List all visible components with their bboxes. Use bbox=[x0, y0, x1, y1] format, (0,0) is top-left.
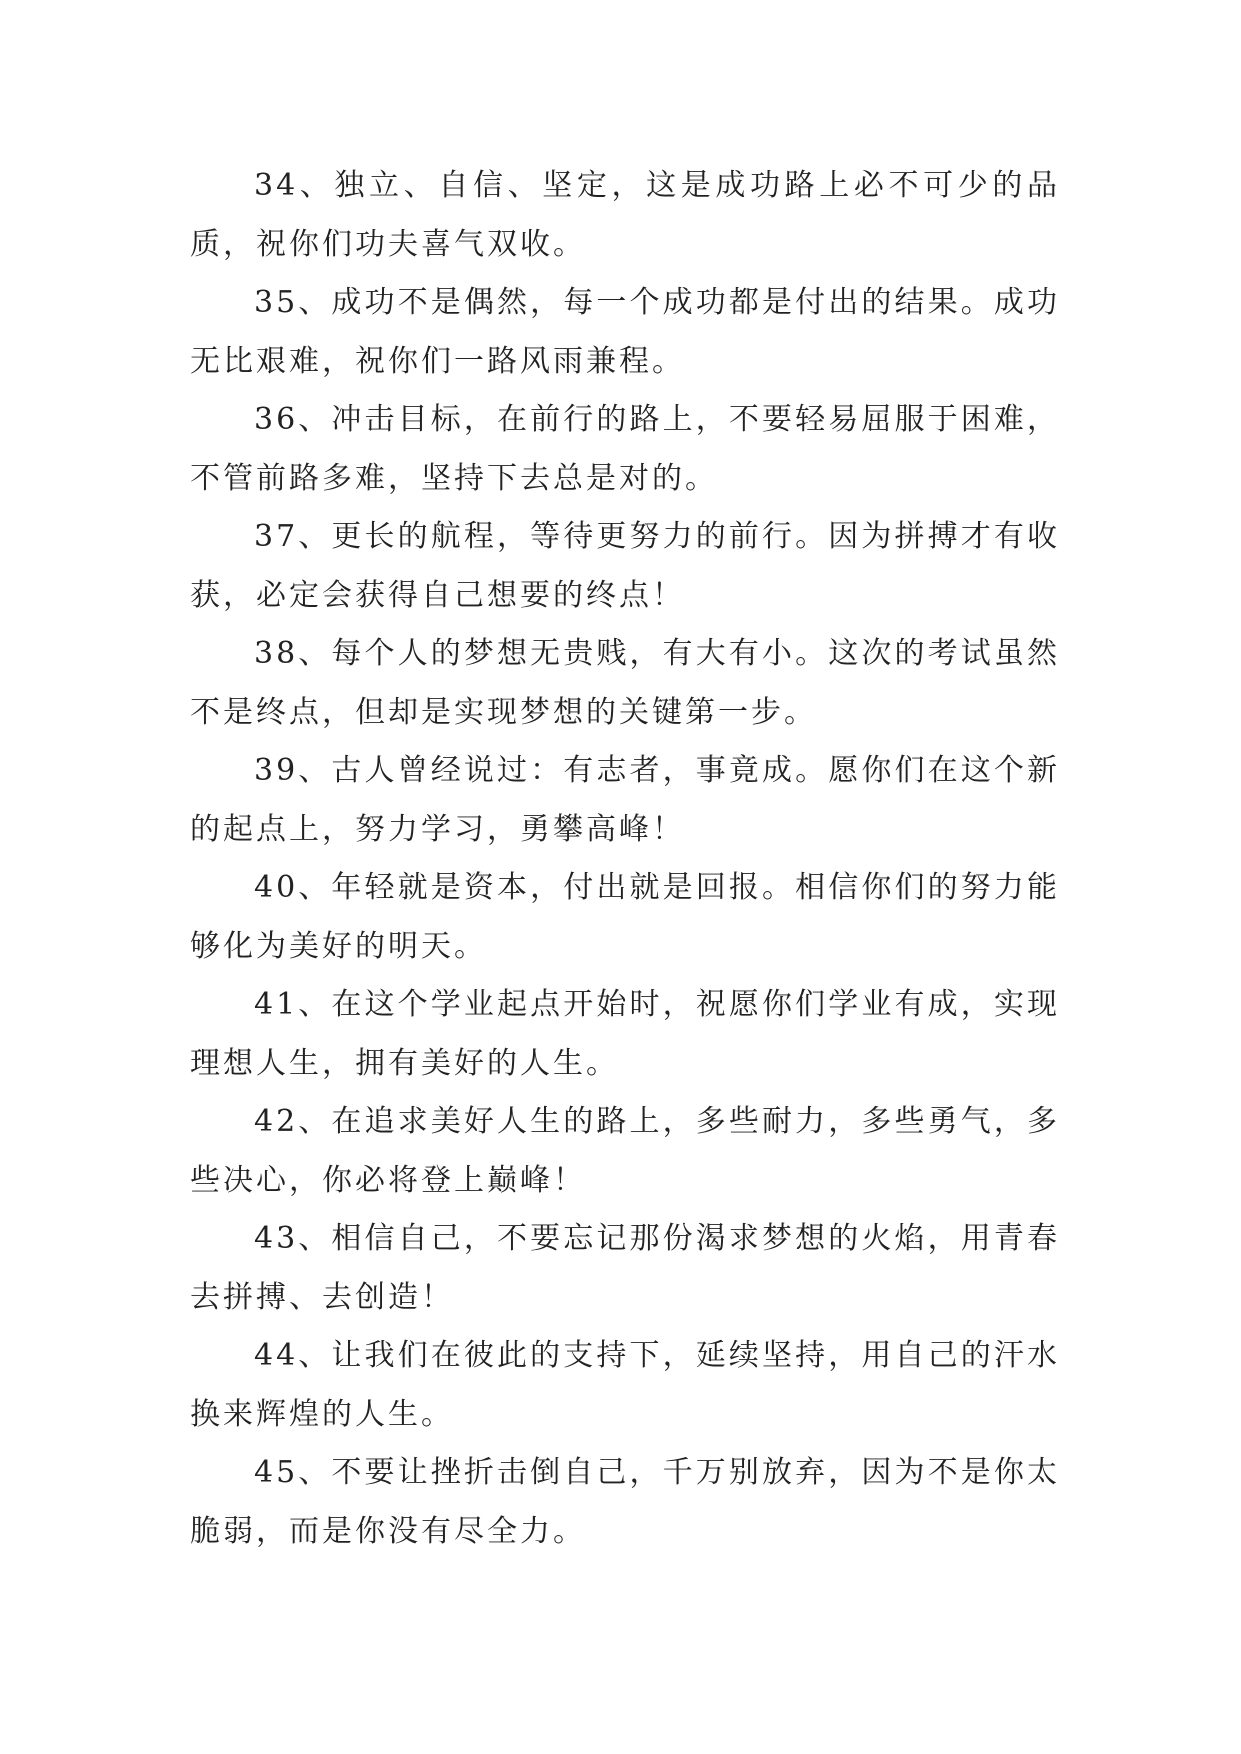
paragraph-44: 44、让我们在彼此的支持下，延续坚持，用自己的汗水换来辉煌的人生。 bbox=[190, 1338, 1060, 1432]
paragraph-40: 40、年轻就是资本，付出就是回报。相信你们的努力能够化为美好的明天。 bbox=[190, 870, 1060, 964]
paragraph-37: 37、更长的航程，等待更努力的前行。因为拼搏才有收获，必定会获得自己想要的终点！ bbox=[190, 519, 1060, 613]
paragraph-41: 41、在这个学业起点开始时，祝愿你们学业有成，实现理想人生，拥有美好的人生。 bbox=[190, 987, 1060, 1081]
paragraph-36: 36、冲击目标，在前行的路上，不要轻易屈服于困难，不管前路多难，坚持下去总是对的。 bbox=[190, 402, 1060, 496]
paragraph-35: 35、成功不是偶然，每一个成功都是付出的结果。成功无比艰难，祝你们一路风雨兼程。 bbox=[190, 285, 1060, 379]
paragraph-42: 42、在追求美好人生的路上，多些耐力，多些勇气，多些决心，你必将登上巅峰！ bbox=[190, 1104, 1060, 1198]
paragraph-34: 34、独立、自信、坚定，这是成功路上必不可少的品质，祝你们功夫喜气双收。 bbox=[190, 168, 1060, 262]
document-body bbox=[190, 157, 1060, 1561]
paragraph-43: 43、相信自己，不要忘记那份渴求梦想的火焰，用青春去拼搏、去创造！ bbox=[190, 1221, 1060, 1315]
paragraph-38: 38、每个人的梦想无贵贱，有大有小。这次的考试虽然不是终点，但却是实现梦想的关键第一步。 bbox=[190, 636, 1060, 730]
paragraph-45: 45、不要让挫折击倒自己，千万别放弃，因为不是你太脆弱，而是你没有尽全力。 bbox=[190, 1455, 1060, 1549]
paragraph-39: 39、古人曾经说过：有志者，事竟成。愿你们在这个新的起点上，努力学习，勇攀高峰！ bbox=[190, 753, 1060, 847]
